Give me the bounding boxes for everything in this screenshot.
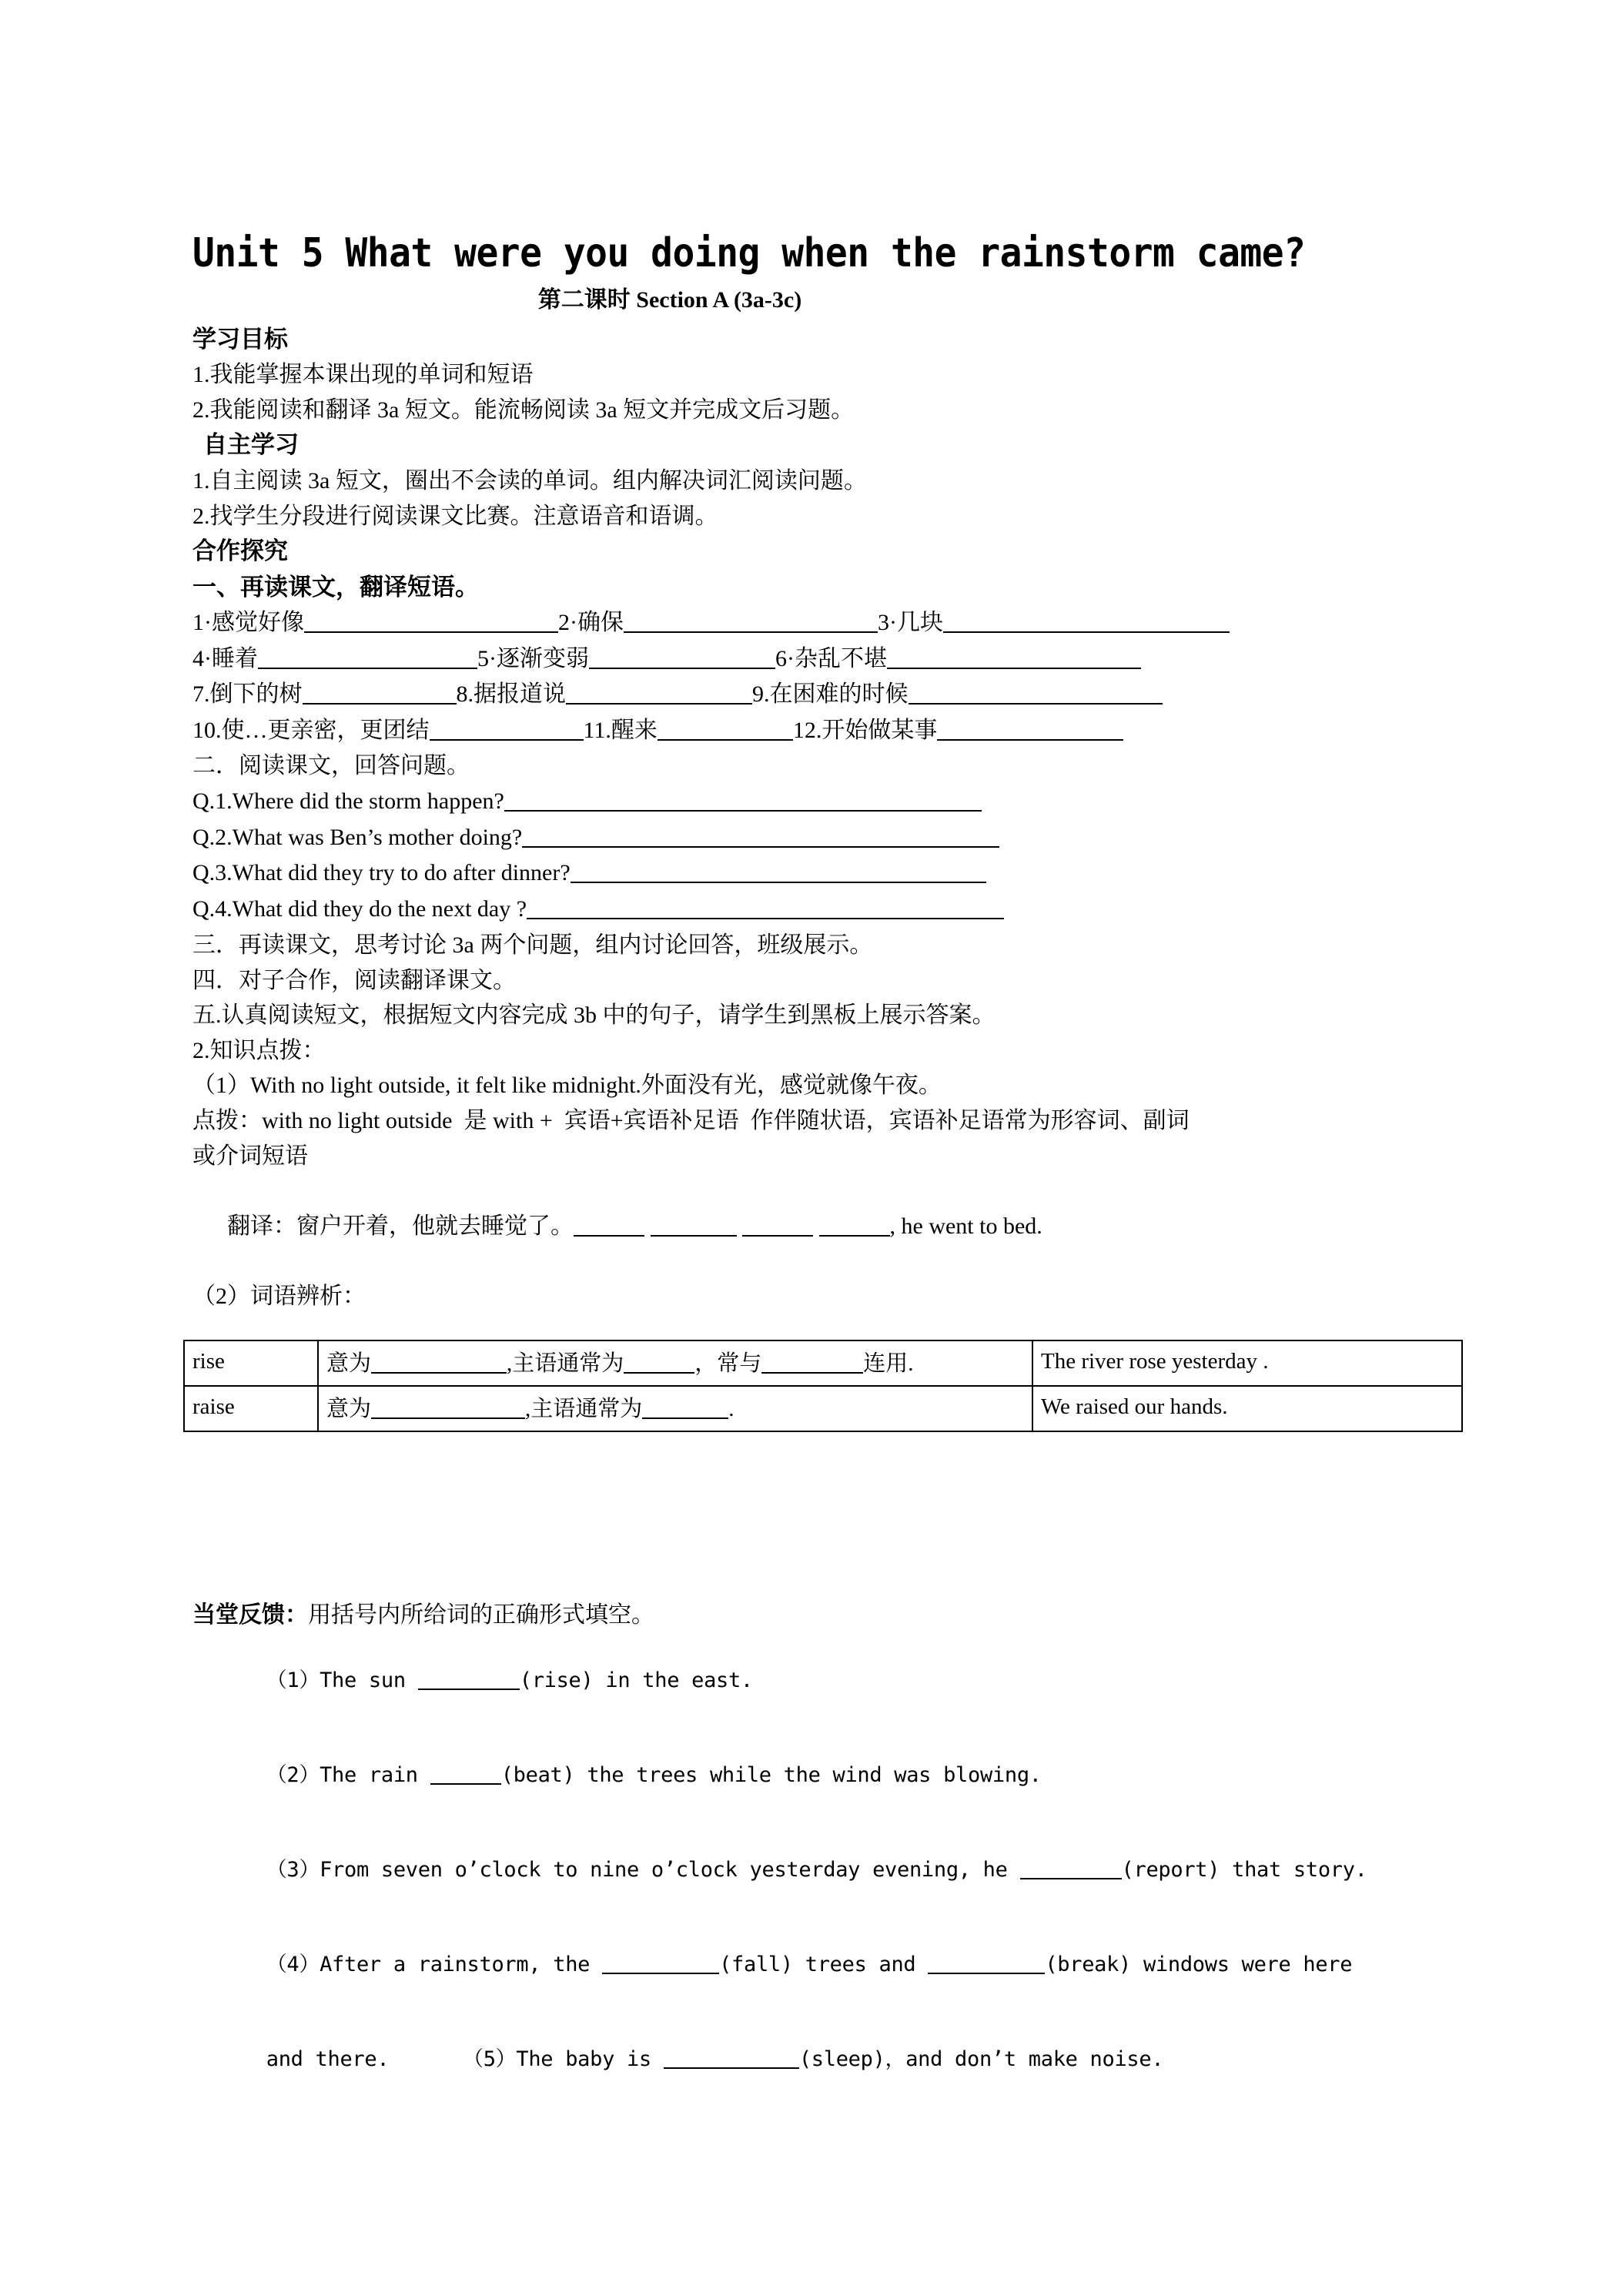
table-cell-description xyxy=(318,1340,1032,1386)
feedback-blank[interactable] xyxy=(1020,1861,1122,1879)
feedback-item-prefix: （4）After a rainstorm, the xyxy=(266,1953,603,1977)
phrase-text: 几块 xyxy=(897,610,943,636)
question-text: Q.3.What did they try to do after dinner? xyxy=(192,860,571,886)
feedback-item-suffix: (report) that story. xyxy=(1121,1858,1367,1883)
page-subtitle: 第二课时 Section A (3a-3c) xyxy=(537,286,802,313)
knowledge-explain-line2: 或介词短语 xyxy=(192,1143,308,1169)
phrase-number: 6· xyxy=(775,645,795,671)
cooperative-section-five: 五.认真阅读短文，根据短文内容完成 3b 中的句子，请学生到黑板上展示答案。 xyxy=(192,1002,996,1029)
page-title: Unit 5 What were you doing when the rainstorm came? xyxy=(192,230,1306,276)
phrase-text: 杂乱不堪 xyxy=(795,645,887,671)
phrase-number: 12. xyxy=(792,717,822,743)
desc-part-c: ，常与 xyxy=(694,1351,762,1377)
translate-blank[interactable] xyxy=(651,1218,737,1237)
translate-blank[interactable] xyxy=(819,1218,890,1237)
feedback-item-prefix: （1）The sun xyxy=(266,1668,418,1693)
feedback-blank[interactable] xyxy=(430,1766,501,1785)
phrase-row xyxy=(192,641,1440,678)
question-row xyxy=(192,784,1440,820)
feedback-item-tail: (break) windows were here xyxy=(1045,1953,1353,1977)
feedback-item xyxy=(192,2012,1440,2107)
table-cell-word: raise xyxy=(184,1386,318,1431)
question-text: Q.4.What did they do the next day ? xyxy=(192,896,527,922)
phrase-number: 10. xyxy=(192,717,222,743)
question-answer-blank[interactable] xyxy=(571,865,986,883)
feedback-item-suffix: (sleep)，and don’t make noise. xyxy=(798,2047,1164,2072)
desc-part-b: ,主语通常为 xyxy=(507,1351,624,1377)
phrase-text: 睡着 xyxy=(212,645,258,671)
phrase-blank[interactable] xyxy=(303,686,457,705)
phrase-text: 确保 xyxy=(577,610,624,636)
objectives-item-1: 1.我能掌握本课出现的单词和短语 xyxy=(192,362,534,388)
question-answer-blank[interactable] xyxy=(527,901,1004,919)
desc-part-a: 意为 xyxy=(326,1397,372,1422)
table-cell-example: We raised our hands. xyxy=(1032,1386,1462,1431)
translate-tail: , he went to bed. xyxy=(889,1213,1042,1239)
cooperative-section-one: 一、再读课文，翻译短语。 xyxy=(192,573,479,601)
phrase-text: 醒来 xyxy=(611,717,658,743)
question-answer-blank[interactable] xyxy=(504,793,982,812)
feedback-item-prefix: and there. （5）The baby is xyxy=(266,2047,664,2072)
phrase-row xyxy=(192,713,1440,749)
feedback-item-suffix: (rise) in the east. xyxy=(519,1668,753,1693)
phrase-text: 使…更亲密，更团结 xyxy=(221,717,430,743)
phrase-text: 开始做某事 xyxy=(822,717,938,743)
table-blank[interactable] xyxy=(371,1401,525,1419)
phrase-number: 5· xyxy=(477,645,497,671)
feedback-blank[interactable] xyxy=(664,2050,799,2069)
question-answer-blank[interactable] xyxy=(522,829,999,848)
cooperative-section-three: 三．再读课文，思考讨论 3a 两个问题，组内讨论回答，班级展示。 xyxy=(192,932,873,958)
feedback-heading: 当堂反馈： xyxy=(192,1602,308,1628)
feedback-item-suffix: (beat) the trees while the wind was blowing. xyxy=(500,1763,1042,1788)
desc-part-b: ,主语通常为 xyxy=(525,1397,643,1422)
feedback-blank[interactable] xyxy=(602,1956,719,1974)
table-cell-description xyxy=(318,1386,1032,1431)
phrase-blank[interactable] xyxy=(430,722,584,741)
feedback-item xyxy=(192,1917,1440,2012)
phrase-text: 在困难的时候 xyxy=(769,681,909,708)
table-row xyxy=(184,1340,1462,1386)
cooperative-section-four: 四．对子合作，阅读翻译课文。 xyxy=(192,967,516,993)
knowledge-point-two: （2）词语辨析： xyxy=(192,1283,366,1309)
phrase-blank[interactable] xyxy=(624,614,878,633)
cooperative-heading: 合作探究 xyxy=(192,537,288,565)
translate-label: 翻译：窗户开着，他就去睡觉了。 xyxy=(227,1213,574,1239)
rise-raise-comparison-table xyxy=(183,1340,1463,1432)
question-row xyxy=(192,892,1440,928)
phrase-blank[interactable] xyxy=(909,686,1163,705)
phrase-blank[interactable] xyxy=(887,651,1141,669)
phrase-number: 9. xyxy=(752,681,770,708)
feedback-item xyxy=(192,1728,1440,1822)
phrase-number: 4· xyxy=(192,645,212,671)
phrase-row xyxy=(192,677,1440,713)
phrase-row xyxy=(192,605,1440,641)
desc-part-d: 连用. xyxy=(863,1351,914,1377)
table-row xyxy=(184,1386,1462,1431)
phrase-text: 据报道说 xyxy=(474,681,566,708)
phrase-blank[interactable] xyxy=(943,614,1230,633)
feedback-heading-row xyxy=(192,1598,1440,1633)
translate-blank[interactable] xyxy=(574,1218,644,1237)
knowledge-explain-line1: 点拨：with no light outside 是 with + 宾语+宾语补足语 作伴随状语，宾语补足语常为形容词、副词 xyxy=(192,1107,1190,1133)
phrase-number: 1· xyxy=(192,610,212,636)
self-study-item-1: 1.自主阅读 3a 短文，圈出不会读的单词。组内解决词汇阅读问题。 xyxy=(192,467,867,494)
phrase-blank[interactable] xyxy=(658,722,793,741)
question-row xyxy=(192,820,1440,856)
self-study-item-2: 2.找学生分段进行阅读课文比赛。注意语音和语调。 xyxy=(192,503,718,529)
phrase-number: 7. xyxy=(192,681,210,708)
feedback-blank[interactable] xyxy=(418,1672,520,1690)
phrase-number: 2· xyxy=(558,610,577,636)
phrase-number: 3· xyxy=(878,610,897,636)
phrase-blank[interactable] xyxy=(937,722,1123,741)
cooperative-section-two: 二．阅读课文，回答问题。 xyxy=(192,753,470,779)
table-blank[interactable] xyxy=(642,1401,728,1419)
table-blank[interactable] xyxy=(761,1355,863,1374)
feedback-blank[interactable] xyxy=(928,1956,1045,1974)
phrase-blank[interactable] xyxy=(258,651,477,669)
feedback-item xyxy=(192,1822,1440,1917)
phrase-number: 8. xyxy=(456,681,474,708)
feedback-item-prefix: （3）From seven o’clock to nine o’clock yesterday evening, he xyxy=(266,1858,1020,1883)
question-row xyxy=(192,855,1440,892)
feedback-item-suffix: (fall) trees and xyxy=(719,1953,929,1977)
translate-blank[interactable] xyxy=(742,1218,813,1237)
table-blank[interactable] xyxy=(371,1355,507,1374)
feedback-item-prefix: （2）The rain xyxy=(266,1763,430,1788)
phrase-blank[interactable] xyxy=(589,651,775,669)
document-body xyxy=(192,231,1440,2107)
phrase-text: 倒下的树 xyxy=(209,681,303,708)
table-cell-word: rise xyxy=(184,1340,318,1386)
question-text: Q.1.Where did the storm happen? xyxy=(192,788,504,814)
phrase-text: 逐渐变弱 xyxy=(497,645,589,671)
feedback-item xyxy=(192,1633,1440,1728)
phrase-blank[interactable] xyxy=(566,686,752,705)
table-cell-example: The river rose yesterday . xyxy=(1032,1340,1462,1386)
translate-row xyxy=(192,1173,1440,1279)
table-blank[interactable] xyxy=(624,1355,694,1374)
knowledge-heading: 2.知识点拨： xyxy=(192,1037,326,1063)
self-study-heading: 自主学习 xyxy=(203,431,299,459)
objectives-heading: 学习目标 xyxy=(192,325,288,353)
feedback-heading-rest: 用括号内所给词的正确形式填空。 xyxy=(308,1602,654,1628)
objectives-item-2: 2.我能阅读和翻译 3a 短文。能流畅阅读 3a 短文并完成文后习题。 xyxy=(192,397,855,423)
question-text: Q.2.What was Ben’s mother doing? xyxy=(192,824,523,850)
desc-part-c: . xyxy=(728,1397,735,1422)
knowledge-point-one: （1）With no light outside, it felt like midnight.外面没有光，感觉就像午夜。 xyxy=(192,1073,942,1099)
phrase-text: 感觉好像 xyxy=(212,610,304,636)
phrase-number: 11. xyxy=(583,717,611,743)
desc-part-a: 意为 xyxy=(326,1351,372,1377)
vertical-spacer xyxy=(192,1432,1440,1598)
phrase-blank[interactable] xyxy=(304,614,558,633)
